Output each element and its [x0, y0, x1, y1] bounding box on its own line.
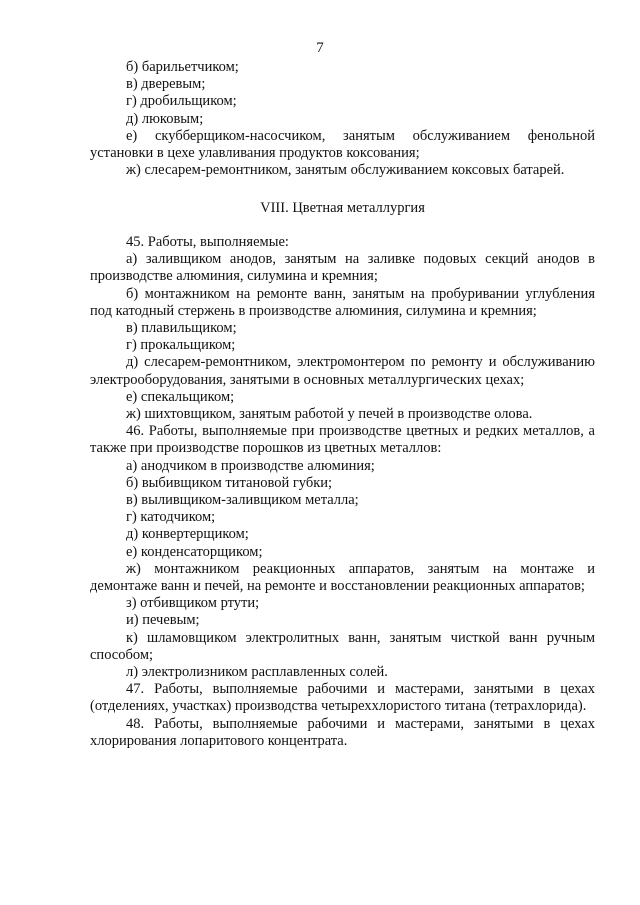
- list-continuation: [90, 59, 595, 179]
- page-number: 7: [316, 40, 324, 56]
- paragraph: е) скубберщиком-насосчиком, занятым обслуживанием фенольной установки в цехе улавливания продуктов коксования;: [90, 127, 595, 162]
- paragraph: в) плавильщиком;: [126, 320, 237, 337]
- section-body: [90, 234, 595, 750]
- paragraph: г) дробильщиком;: [126, 93, 237, 110]
- paragraph: г) прокальщиком;: [126, 337, 236, 354]
- paragraph: е) спекальщиком;: [126, 388, 235, 405]
- paragraph: ж) монтажником реакционных аппаратов, занятым на монтаже и демонтаже ванн и печей, на ремонте и восстановлении реакционных аппаратов;: [90, 560, 595, 595]
- paragraph: б) монтажником на ремонте ванн, занятым на пробуривании углубления под катодный стержень в производстве алюминия, силумина и кремния;: [90, 285, 595, 319]
- paragraph: в) дверевым;: [126, 76, 206, 93]
- paragraph: а) анодчиком в производстве алюминия;: [126, 457, 375, 474]
- paragraph: д) конвертерщиком;: [126, 526, 249, 543]
- paragraph: ж) слесарем-ремонтником, занятым обслуживанием коксовых батарей.: [126, 162, 565, 179]
- paragraph: 46. Работы, выполняемые при производстве цветных и редких металлов, а также при производстве порошков из цветных металлов:: [90, 423, 595, 457]
- paragraph: д) люковым;: [126, 110, 204, 127]
- paragraph: а) заливщиком анодов, занятым на заливке подовых секций анодов в производстве алюминия, силумина и кремния;: [90, 251, 595, 285]
- paragraph: 45. Работы, выполняемые:: [126, 234, 289, 250]
- paragraph: 47. Работы, выполняемые рабочими и мастерами, занятыми в цехах (отделениях, участках) производства четыреххлористого титана (тетрахлорида).: [90, 681, 595, 715]
- paragraph: б) выбивщиком титановой губки;: [126, 474, 333, 491]
- paragraph: 48. Работы, выполняемые рабочими и мастерами, занятыми в цехах хлорирования лопаритового концентрата.: [90, 715, 595, 749]
- paragraph: з) отбивщиком ртути;: [126, 595, 260, 612]
- paragraph: ж) шихтовщиком, занятым работой у печей в производстве олова.: [126, 406, 533, 423]
- paragraph: е) конденсаторщиком;: [126, 543, 263, 560]
- paragraph: и) печевым;: [126, 612, 200, 629]
- paragraph: л) электролизником расплавленных солей.: [126, 664, 388, 681]
- section-heading: VIII. Цветная металлургия: [260, 200, 425, 216]
- paragraph: в) выливщиком-заливщиком металла;: [126, 492, 359, 509]
- paragraph: к) шламовщиком электролитных ванн, занятым чисткой ванн ручным способом;: [90, 629, 595, 663]
- paragraph: г) катодчиком;: [126, 509, 216, 526]
- paragraph: д) слесарем-ремонтником, электромонтером по ремонту и обслуживанию электрооборудования, занятыми в основных металлургических цехах;: [90, 354, 595, 388]
- section-heading-wrap: [90, 200, 595, 217]
- paragraph: б) барильетчиком;: [126, 59, 239, 75]
